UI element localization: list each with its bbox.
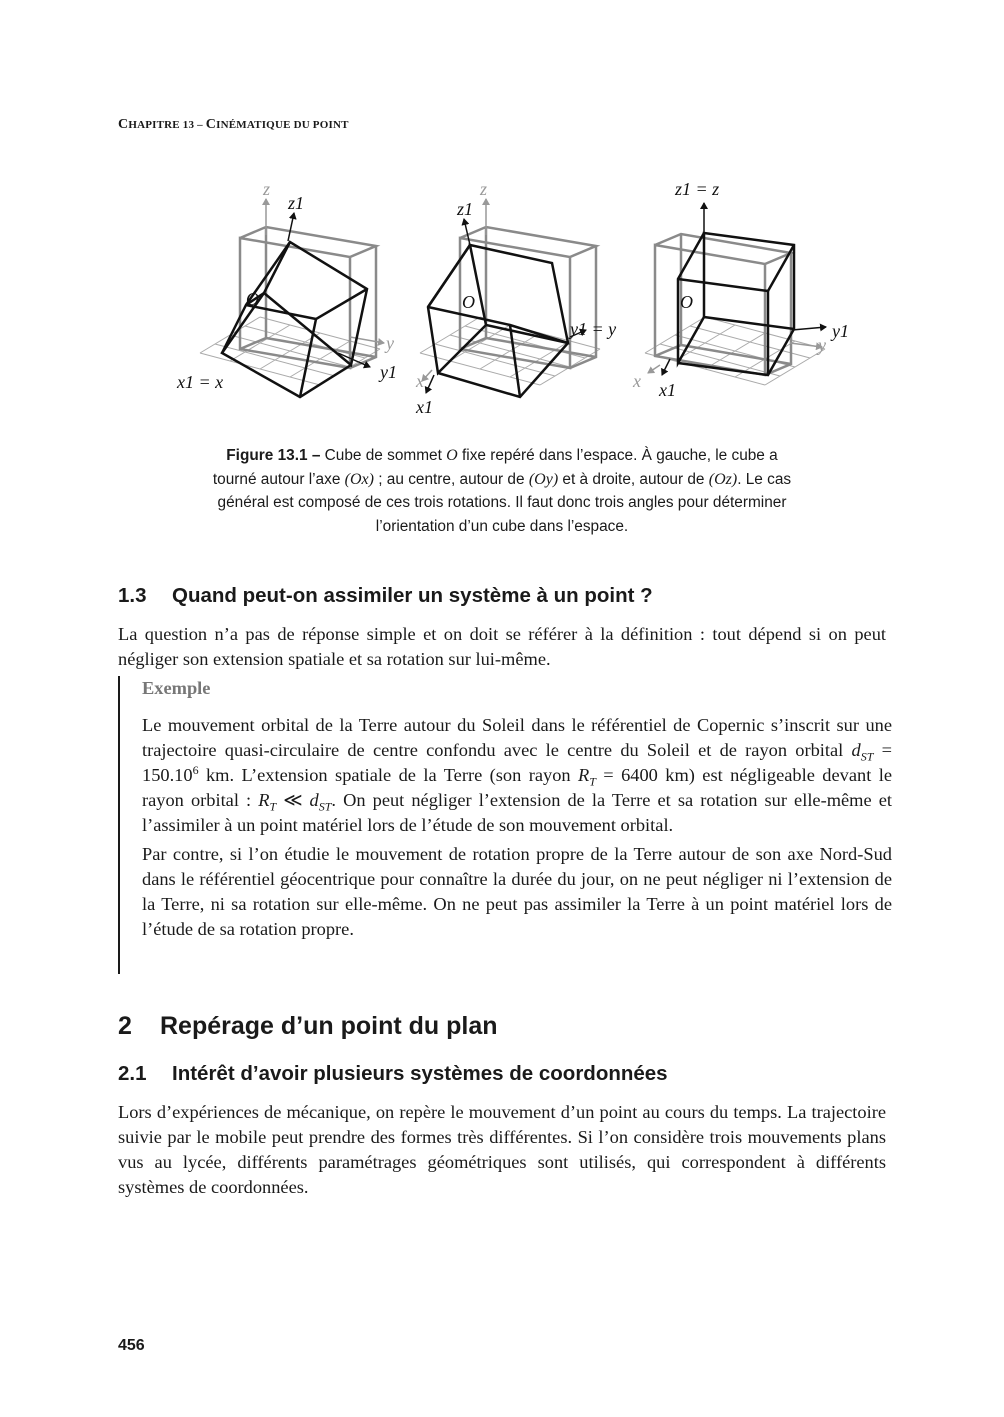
y1-axis-right (792, 327, 826, 330)
example-title: Exemple (142, 678, 211, 698)
x-axis-right (648, 365, 660, 373)
label-x: x (633, 371, 641, 391)
cube-left (176, 179, 397, 397)
section-number: 2 (118, 1012, 132, 1040)
label-z1-eq-z: z1 = z (675, 179, 720, 199)
x1-axis-right (662, 359, 670, 375)
section-1-3-intro: La question n’a pas de réponse simple et on doit se référer à la définition : tout dépend si on peut négliger son extension spatiale et sa rotation sur lui-même. (118, 624, 886, 669)
label-z: z (480, 179, 488, 199)
label-y: y (386, 333, 394, 353)
example-box (118, 676, 892, 974)
example-paragraph-1: Le mouvement orbital de la Terre autour du Soleil dans le référentiel de Copernic s’inscrit sur une trajectoire quasi-circulaire de centre confondu avec le centre du Soleil et de rayon orbital $d_{ST} = 150.10^6$ km. L’extension spatiale de la Terre (son rayon $R_T = 6400$ km) est négligeable devant le rayon orbital : $R_T$ ≪ $d_{ST}$. On peut négliger l’extension de la Terre et sa rotation sur elle-même et l’assimiler à un point matériel lors de l’étude de son mouvement orbital. (142, 715, 892, 835)
label-x1: x1 (659, 380, 676, 400)
label-origin: O (246, 289, 259, 309)
label-x1: x1 (416, 397, 433, 417)
section-title: Quand peut-on assimiler un système à un point ? (172, 584, 653, 607)
section-title: Intérêt d’avoir plusieurs systèmes de coordonnées (172, 1062, 668, 1085)
figure-cubes (170, 175, 850, 425)
label-y1: y1 (832, 321, 849, 341)
cube-center (415, 179, 616, 417)
section-number: 1.3 (118, 584, 147, 607)
label-x1-eq-x: x1 = x (177, 372, 224, 392)
section-heading-2 (118, 1012, 498, 1041)
example-paragraph-2: Par contre, si l’on étudie le mouvement de rotation propre de la Terre autour de son axe Nord-Sud dans le référentiel géocentrique pour connaître la durée du jour, on ne peut négliger ni l’extension de la Terre, ni sa rotation sur elle-même. On ne peut pas assimiler la Terre à un point matériel lors de l’étude de sa rotation propre. (142, 844, 892, 939)
page-number: 456 (118, 1337, 145, 1354)
section-2-1-body: Lors d’expériences de mécanique, on repère le mouvement d’un point au cours du temps. La trajectoire suivie par le mobile peut prendre des formes très différentes. Si l’on considère trois mouvements plans vus au lycée, différents paramétrages géométriques sont utilisés, qui correspondent à différents systèmes de coordonnées. (118, 1102, 886, 1197)
label-z: z (263, 179, 271, 199)
label-y1-eq-y: y1 = y (570, 319, 617, 339)
reference-cube-right (655, 234, 791, 375)
label-origin: O (680, 292, 693, 312)
section-heading-1-3 (118, 584, 653, 608)
z1-axis-left (288, 213, 294, 241)
label-z1: z1 (288, 193, 305, 213)
label-z1: z1 (457, 199, 474, 219)
grid-right (645, 317, 825, 385)
running-head: CHAPITRE 13 – CINÉMATIQUE DU POINT (118, 117, 349, 132)
figure-caption: Figure 13.1 – Cube de sommet O fixe repéré dans l’espace. À gauche, le cube a tourné autour l’axe (Ox) ; au centre, autour de (Oy) et à droite, autour de (Oz). Le cas général est composé de ces trois rotations. Il faut donc trois angles pour déterminer l’orientation d’un cube dans l’espace. (212, 447, 792, 535)
label-y: y (818, 335, 826, 355)
cube-right (632, 179, 849, 400)
label-x: x (416, 371, 424, 391)
section-number: 2.1 (118, 1062, 147, 1085)
label-origin: O (462, 292, 475, 312)
z1-axis-center (464, 219, 470, 245)
x1-axis-center (426, 375, 434, 393)
section-title: Repérage d’un point du plan (160, 1012, 498, 1040)
section-heading-2-1 (118, 1062, 668, 1086)
label-y1: y1 (380, 362, 397, 382)
